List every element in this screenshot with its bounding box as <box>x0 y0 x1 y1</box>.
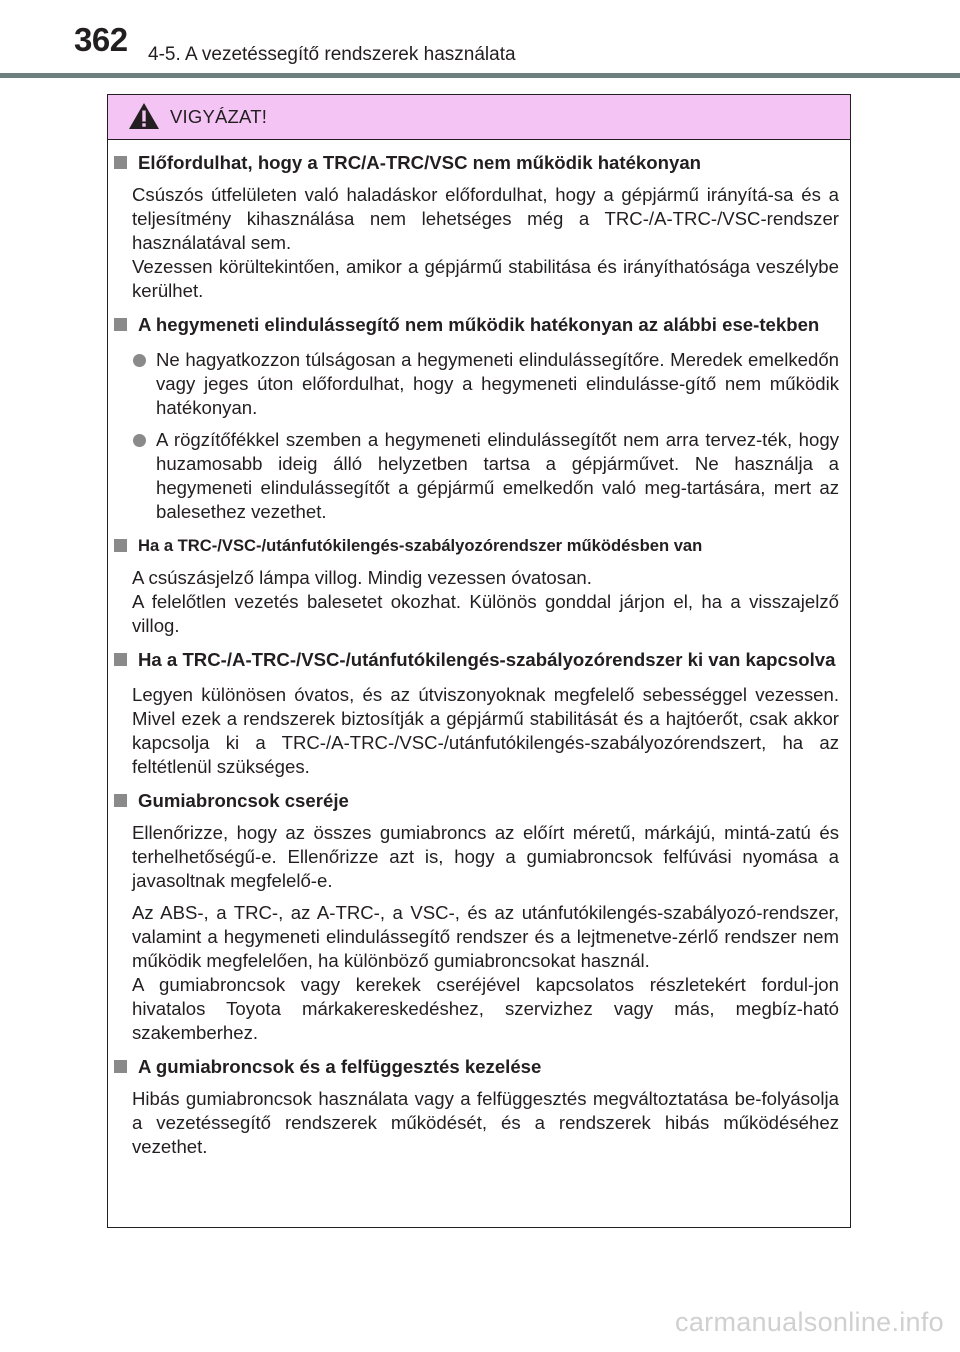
circle-bullet-icon <box>133 434 146 447</box>
warning-section <box>108 648 849 779</box>
paragraph: A felelőtlen vezetés balesetet okozhat. Különös gonddal járjon el, ha a visszajelző villog. <box>132 591 839 636</box>
paragraph: Legyen különösen óvatos, és az útviszonyoknak megfelelő sebességgel vezessen. Mivel ezek a rendszerek biztosítják a gépjármű stabilitását és a hajtóerőt, csak akkor kapcsolja ki a TRC-/A-TRC-/VSC-/utánfutókilengés-szabályozórendszert, ha az feltétlenül szükséges. <box>132 684 839 777</box>
section-title-text: A gumiabroncsok és a felfüggesztés kezelése <box>138 1056 542 1077</box>
section-title-text: Gumiabroncsok cseréje <box>138 790 349 811</box>
square-bullet-icon <box>114 1060 127 1073</box>
paragraph: A gumiabroncsok vagy kerekek cseréjével kapcsolatos részletekért fordul-jon hivatalos Toyota márkakereskedéshez, szervizhez vagy más, megbíz-ható szakemberhez. <box>132 974 839 1043</box>
paragraph: Hibás gumiabroncsok használata vagy a felfüggesztés megváltoztatása be-folyásolja a vezetéssegítő rendszerek működését, és a rendszerek hibás működéséhez vezethet. <box>132 1088 839 1157</box>
section-title <box>114 1055 839 1079</box>
warning-header <box>108 95 850 140</box>
warning-content <box>108 151 849 1169</box>
warning-section <box>108 151 849 303</box>
warning-label: VIGYÁZAT! <box>170 106 268 127</box>
watermark: carmanualsonline.info <box>675 1307 944 1337</box>
section-title <box>114 534 839 558</box>
warning-section <box>108 313 849 524</box>
list-item-text: Ne hagyatkozzon túlságosan a hegymeneti elindulássegítőre. Meredek emelkedőn vagy jeges úton előfordulhat, hogy a hegymeneti elindulásse-gítő nem működik hatékonyan. <box>156 349 839 418</box>
list-item <box>132 428 839 524</box>
paragraph: A csúszásjelző lámpa villog. Mindig vezessen óvatosan. <box>132 567 592 588</box>
paragraph: Csúszós útfelületen való haladáskor előfordulhat, hogy a gépjármű irányítá-sa és a teljesítmény kihasználása nem lehetséges még a TRC-/A-TRC-/VSC-rendszer használatával sem. <box>132 184 839 253</box>
section-title <box>114 151 839 175</box>
page-number: 362 <box>74 21 128 58</box>
square-bullet-icon <box>114 156 127 169</box>
warning-box <box>107 94 851 1228</box>
paragraph: Ellenőrizze, hogy az összes gumiabroncs az előírt méretű, márkájú, mintá-zatú és terhelhetőségű-e. Ellenőrizze azt is, hogy a gumiabroncsok felfúvási nyomása a javasoltnak megfelelő-e. <box>132 822 839 891</box>
section-title-text: Ha a TRC-/A-TRC-/VSC-/utánfutókilengés-szabályozórendszer ki van kapcsolva <box>138 649 836 670</box>
chapter-title: 4-5. A vezetéssegítő rendszerek használata <box>148 44 516 65</box>
warning-section <box>108 789 849 1045</box>
section-title-text: Előfordulhat, hogy a TRC/A-TRC/VSC nem működik hatékonyan <box>138 152 702 173</box>
paragraph: Az ABS-, a TRC-, az A-TRC-, a VSC-, és az utánfutókilengés-szabályozó-rendszer, valamint a hegymeneti elindulássegítő rendszer és a lejtmenetve-zérlő rendszer nem működik megfelelően, ha különböző gumiabroncsokat használ. <box>132 902 839 971</box>
warning-section <box>108 1055 849 1159</box>
square-bullet-icon <box>114 318 127 331</box>
square-bullet-icon <box>114 794 127 807</box>
warning-triangle-icon <box>128 102 160 130</box>
section-title <box>114 648 839 672</box>
section-title-text: A hegymeneti elindulássegítő nem működik hatékonyan az alábbi ese-tekben <box>138 314 820 335</box>
warning-section <box>108 534 849 638</box>
square-bullet-icon <box>114 653 127 666</box>
list-item-text: A rögzítőfékkel szemben a hegymeneti elindulássegítőt nem arra tervez-ték, hogy huzamosabb ideig álló helyzetben tartsa a gépjárművet. Ne használja a hegymeneti elindulássegítőt a gépjármű emelkedőn való meg-tartására, mert az balesethez vezethet. <box>156 429 839 522</box>
header-rule <box>0 73 960 78</box>
paragraph: Vezessen körültekintően, amikor a gépjármű stabilitása és irányíthatósága veszélybe kerülhet. <box>132 256 839 301</box>
section-title <box>114 789 839 813</box>
section-title <box>114 313 839 337</box>
circle-bullet-icon <box>133 354 146 367</box>
list-item <box>132 348 839 420</box>
section-title-text: Ha a TRC-/VSC-/utánfutókilengés-szabályozórendszer működésben van <box>138 536 703 555</box>
square-bullet-icon <box>114 539 127 552</box>
